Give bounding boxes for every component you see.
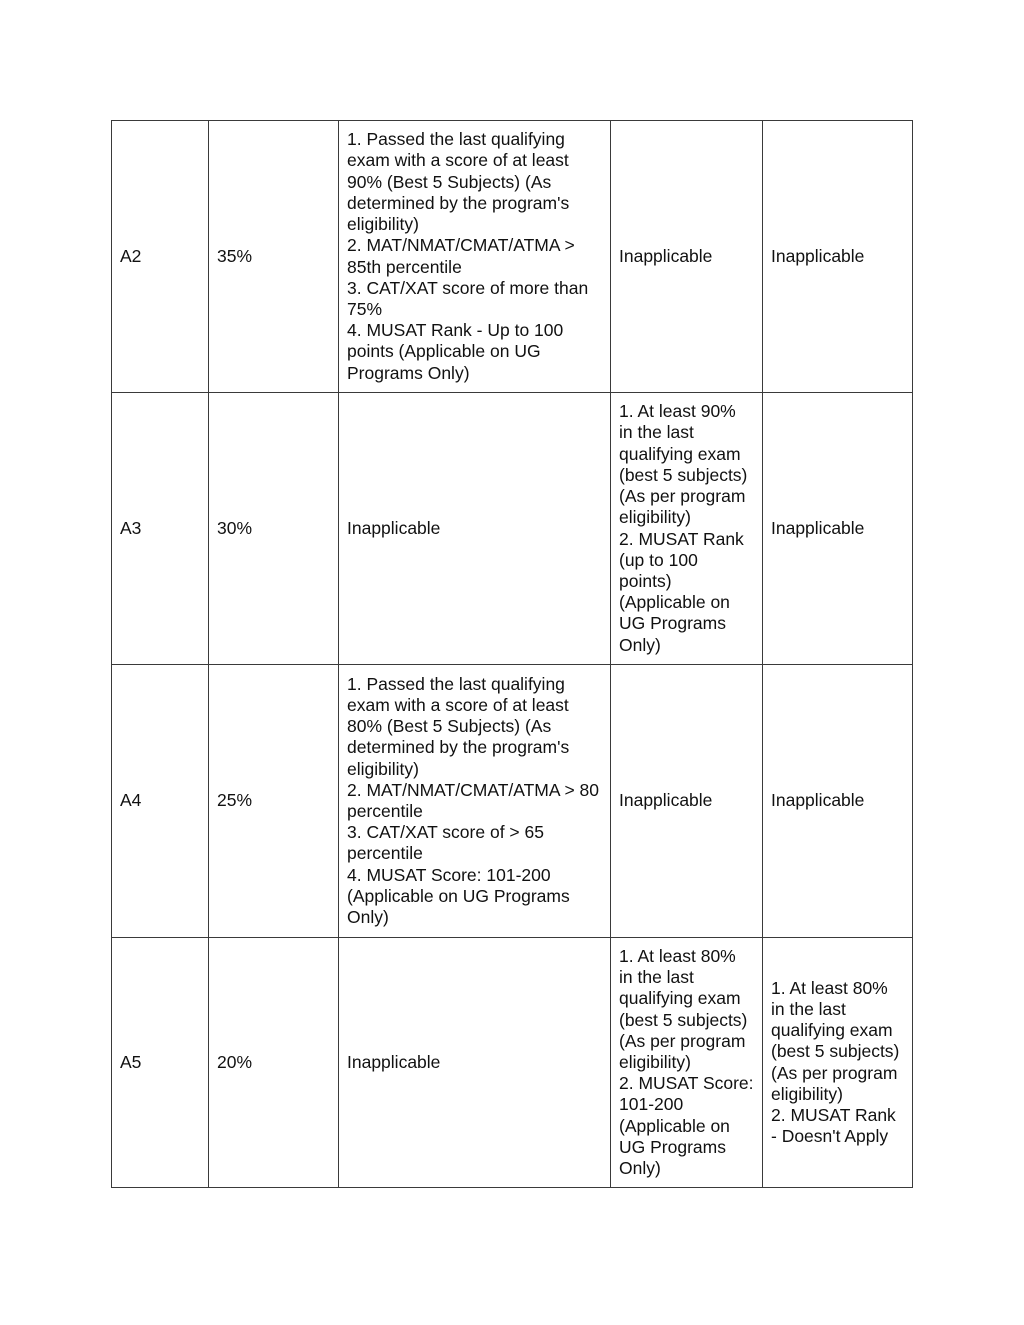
criteria-line: Inapplicable (771, 245, 865, 266)
criteria-cell (611, 393, 763, 665)
criteria-line: 1. At least 80% in the last qualifying exam (best 5 subjects) (As per program eligibility) (771, 977, 900, 1104)
criteria-line: Inapplicable (347, 517, 441, 538)
criteria-line: 2. MAT/NMAT/CMAT/ATMA > 85th percentile (347, 235, 575, 277)
criteria-cell (611, 938, 763, 1188)
criteria-cell (339, 393, 611, 665)
criteria-cell (763, 393, 913, 665)
criteria-line: 1. Passed the last qualifying exam with a score of at least 90% (Best 5 Subjects) (As determined by the program's eligibility) (347, 129, 570, 235)
criteria-cell (339, 665, 611, 938)
criteria-cell (339, 938, 611, 1188)
category-cell: A4 (112, 665, 209, 938)
criteria-line: 2. MAT/NMAT/CMAT/ATMA > 80 percentile (347, 779, 599, 821)
criteria-line: 1. At least 90% in the last qualifying exam (best 5 subjects) (As per program eligibility) (619, 401, 748, 528)
criteria-cell (763, 121, 913, 393)
criteria-cell (763, 938, 913, 1188)
criteria-line: 4. MUSAT Rank - Up to 100 points (Applicable on UG Programs Only) (347, 320, 564, 383)
criteria-line: Inapplicable (771, 790, 865, 811)
criteria-line: 4. MUSAT Score: 101-200 (Applicable on UG Programs Only) (347, 864, 570, 928)
criteria-line: 2. MUSAT Rank (up to 100 points) (Applicable on UG Programs Only) (619, 528, 744, 655)
category-cell: A2 (112, 121, 209, 393)
criteria-line: 1. Passed the last qualifying exam with a score of at least 80% (Best 5 Subjects) (As determined by the program's eligibility) (347, 673, 570, 779)
table-body (112, 121, 913, 1188)
criteria-cell (763, 665, 913, 938)
criteria-line: Inapplicable (771, 517, 865, 538)
table-row (112, 393, 913, 665)
table-row (112, 938, 913, 1188)
criteria-line: 2. MUSAT Rank - Doesn't Apply (771, 1105, 896, 1147)
criteria-line: Inapplicable (347, 1052, 441, 1073)
criteria-line: Inapplicable (619, 245, 713, 266)
percent-cell: 35% (209, 121, 339, 393)
eligibility-table (111, 120, 913, 1188)
percent-cell: 25% (209, 665, 339, 938)
criteria-line: 2. MUSAT Score: 101-200 (Applicable on UG Programs Only) (619, 1073, 754, 1179)
percent-cell: 30% (209, 393, 339, 665)
criteria-line: Inapplicable (619, 790, 713, 811)
criteria-line: 1. At least 80% in the last qualifying exam (best 5 subjects) (As per program eligibility) (619, 946, 748, 1073)
category-cell: A3 (112, 393, 209, 665)
table-row (112, 665, 913, 938)
criteria-cell (611, 665, 763, 938)
criteria-cell (339, 121, 611, 393)
criteria-line: 3. CAT/XAT score of more than 75% (347, 277, 589, 319)
category-cell: A5 (112, 938, 209, 1188)
criteria-line: 3. CAT/XAT score of > 65 percentile (347, 822, 544, 864)
table-row (112, 121, 913, 393)
percent-cell: 20% (209, 938, 339, 1188)
criteria-cell (611, 121, 763, 393)
